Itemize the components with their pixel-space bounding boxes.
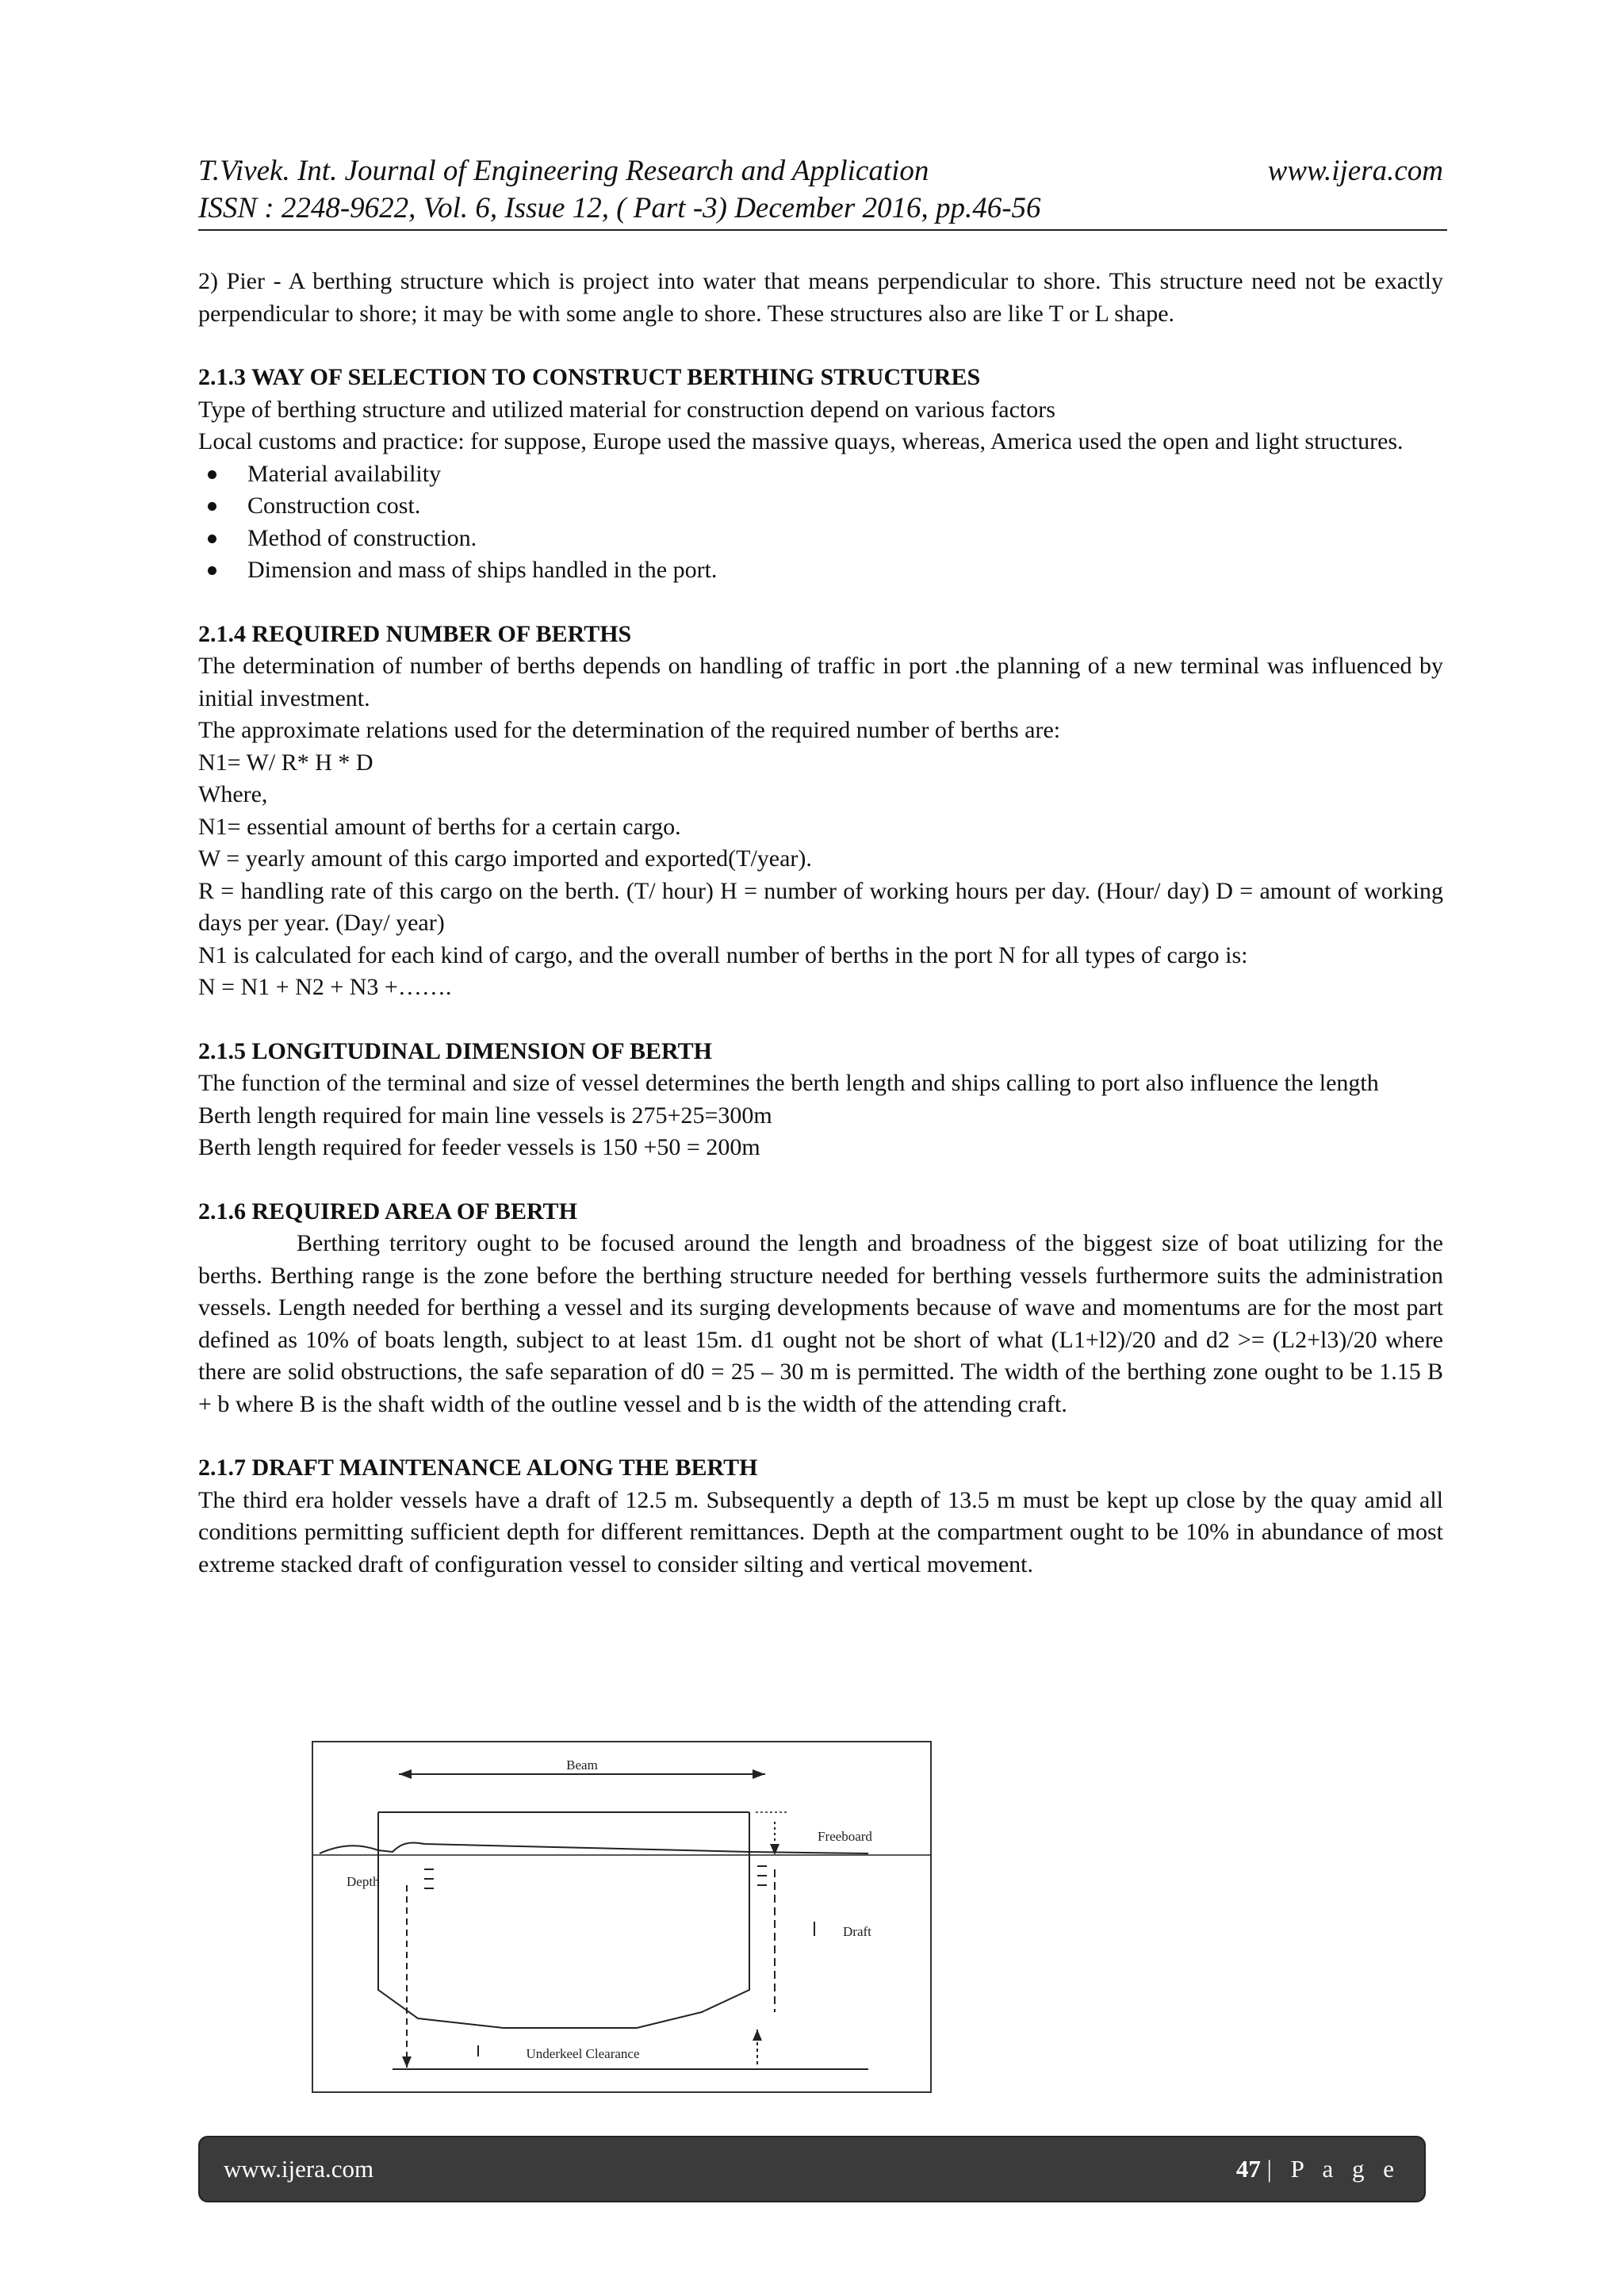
section-heading-213: 2.1.3 WAY OF SELECTION TO CONSTRUCT BERTHING STRUCTURES xyxy=(198,364,981,390)
paragraph: The determination of number of berths depends on handling of traffic in port .the planning of a new terminal was influenced by initial investment. xyxy=(198,653,1443,711)
page-number: 47 | P a g e xyxy=(1235,2155,1400,2183)
paragraph: Type of berthing structure and utilized material for construction depend on various factors xyxy=(198,396,1055,423)
definition: R = handling rate of this cargo on the berth. (T/ hour) H = number of working hours per day. (Hour/ day) D = amount of working days per year. (Day/ year) xyxy=(198,877,1443,936)
issn-line: ISSN : 2248-9622, Vol. 6, Issue 12, ( Part -3) December 2016, pp.46-56 xyxy=(198,192,1041,224)
beam-label: Beam xyxy=(566,1757,598,1773)
bullet-icon xyxy=(208,535,216,543)
formula: N1= W/ R* H * D xyxy=(198,749,373,776)
footer-website[interactable]: www.ijera.com xyxy=(224,2155,374,2183)
list-item: Material availability xyxy=(198,458,1443,491)
arrowhead-icon xyxy=(770,1844,779,1855)
paragraph: Where, xyxy=(198,781,268,807)
list-item: Dimension and mass of ships handled in the port. xyxy=(198,554,1443,587)
paragraph: The third era holder vessels have a draft of 12.5 m. Subsequently a depth of 13.5 m must be kept up close by the quay amid all conditions permitting sufficient depth for different remittances. Depth at the compartment ought to be 10% in abundance of most extreme stacked draft of configuration vessel to consider silting and vertical movement. xyxy=(198,1486,1443,1577)
header-rule xyxy=(198,229,1447,231)
berth-figure xyxy=(312,1741,932,2093)
section-heading-214: 2.1.4 REQUIRED NUMBER OF BERTHS xyxy=(198,620,632,647)
paragraph: Berth length required for main line vessels is 275+25=300m xyxy=(198,1102,772,1129)
arrowhead-icon xyxy=(753,1769,765,1779)
page-footer xyxy=(198,2136,1426,2202)
list-item: Construction cost. xyxy=(198,490,1443,523)
paragraph: The function of the terminal and size of vessel determines the berth length and ships calling to port also influence the length xyxy=(198,1070,1379,1096)
paragraph: Berth length required for feeder vessels is 150 +50 = 200m xyxy=(198,1134,760,1160)
draft-label: Draft xyxy=(843,1924,871,1939)
definition: N1= essential amount of berths for a certain cargo. xyxy=(198,813,681,840)
arrowhead-icon xyxy=(399,1769,412,1779)
freeboard-label: Freeboard xyxy=(818,1829,872,1844)
section-heading-215: 2.1.5 LONGITUDINAL DIMENSION OF BERTH xyxy=(198,1037,712,1064)
paragraph: Berthing territory ought to be focused around the length and broadness of the biggest size of boat utilizing for the berths. Berthing range is the zone before the berthing structure needed for berthing vessels furthermore suits the administration vessels. Length needed for berthing a vessel and its surging developments because of wave and momentums are for the most part defined as 10% of boats length, subject to at least 15m. d1 ought not be short of what (L1+l2)/20 and d2 >= (L2+l3)/20 where there are solid obstructions, the safe separation of d0 = 25 – 30 m is permitted. The width of the berthing zone ought to be 1.15 B + b where B is the shaft width of the outline vessel and b is the width of the attending craft. xyxy=(198,1230,1443,1417)
article-body xyxy=(198,266,1443,1581)
definition: W = yearly amount of this cargo imported and exported(T/year). xyxy=(198,845,812,872)
underkeel-label: Underkeel Clearance xyxy=(526,2046,640,2061)
water-surface xyxy=(320,1842,868,1853)
list-item: Method of construction. xyxy=(198,523,1443,555)
bullet-icon xyxy=(208,470,216,479)
arrowhead-icon xyxy=(402,2056,412,2068)
bullet-icon xyxy=(208,502,216,511)
pier-paragraph: 2) Pier - A berthing structure which is project into water that means perpendicular to shore. This structure need not be exactly perpendicular to shore; it may be with some angle to shore. These structures also are like T or L shape. xyxy=(198,268,1443,327)
journal-website[interactable]: www.ijera.com xyxy=(1267,155,1443,187)
page-header xyxy=(198,152,1443,231)
paragraph: The approximate relations used for the determination of the required number of berths are: xyxy=(198,717,1061,743)
formula: N = N1 + N2 + N3 +……. xyxy=(198,974,452,1000)
section-heading-217: 2.1.7 DRAFT MAINTENANCE ALONG THE BERTH xyxy=(198,1455,758,1481)
bullet-icon xyxy=(208,566,216,575)
journal-title: T.Vivek. Int. Journal of Engineering Research and Application xyxy=(198,155,929,187)
depth-label: Depth xyxy=(347,1874,380,1889)
arrowhead-icon xyxy=(753,2030,762,2041)
section-heading-216: 2.1.6 REQUIRED AREA OF BERTH xyxy=(198,1198,577,1225)
berth-diagram xyxy=(313,1742,930,2091)
factor-list xyxy=(198,458,1443,587)
paragraph: N1 is calculated for each kind of cargo, and the overall number of berths in the port N for all types of cargo is: xyxy=(198,941,1248,968)
paragraph: Local customs and practice: for suppose, Europe used the massive quays, whereas, America used the open and light structures. xyxy=(198,428,1404,454)
